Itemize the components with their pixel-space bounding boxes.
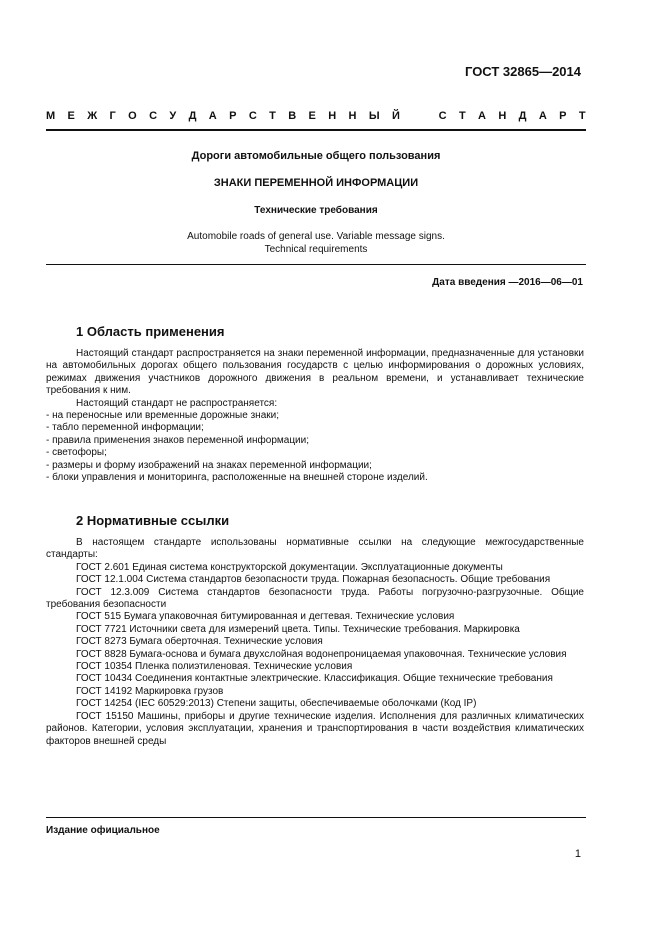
paragraph: ГОСТ 14192 Маркировка грузов xyxy=(76,685,224,697)
interstate-letter: Д xyxy=(518,110,527,122)
interstate-letter: М xyxy=(46,110,56,122)
title-rule xyxy=(46,264,586,265)
paragraph: ГОСТ 8828 Бумага-основа и бумага двухслойная водонепроницаемая упаковочная. Технические условия xyxy=(76,648,567,660)
interstate-letter: Р xyxy=(559,110,567,122)
paragraph: ГОСТ 10434 Соединения контактные электрические. Классификация. Общие технические требования xyxy=(76,673,553,685)
interstate-letter: Е xyxy=(308,110,316,122)
interstate-letter: Г xyxy=(109,110,116,122)
interstate-letter: А xyxy=(538,110,547,122)
interstate-letter: В xyxy=(288,110,297,122)
interstate-letter: Ж xyxy=(87,110,98,122)
paragraph: - светофоры; xyxy=(46,447,107,459)
paragraph: ГОСТ 7721 Источники света для измерений цвета. Типы. Технические требования. Маркировка xyxy=(76,623,520,635)
interstate-letter: С xyxy=(248,110,257,122)
standard-code: ГОСТ 32865—2014 xyxy=(465,64,581,79)
paragraph: - правила применения знаков переменной информации; xyxy=(46,434,309,446)
paragraph: Настоящий стандарт распространяется на знаки переменной информации, предназначенные для установки на автомобильных дорогах общего пользования государств с целью информирования о дорожных условиях, режимах движения участников дорожного движения в реальном времени, и устанавливает технические требования к ним. xyxy=(46,348,584,397)
interstate-letter: А xyxy=(478,110,486,122)
section-1-heading: 1 Область применения xyxy=(76,324,225,339)
title-main: ЗНАКИ ПЕРЕМЕННОЙ ИНФОРМАЦИИ xyxy=(213,177,419,189)
title-roads: Дороги автомобильные общего пользования xyxy=(191,150,441,162)
interstate-letter: Ы xyxy=(368,110,380,122)
paragraph: ГОСТ 515 Бумага упаковочная битумированная и дегтевая. Технические условия xyxy=(76,611,455,623)
interstate-letter: С xyxy=(149,110,158,122)
title-subtitle: Технические требования xyxy=(254,205,378,216)
section-1-body xyxy=(46,348,584,484)
paragraph: ГОСТ 8273 Бумага оберточная. Технические условия xyxy=(76,636,323,648)
title-english-line-2: Technical requirements xyxy=(264,244,368,255)
word-gap xyxy=(412,110,426,122)
title-english-line-1: Automobile roads of general use. Variable message signs. xyxy=(187,231,445,242)
interstate-letter: С xyxy=(438,110,447,122)
paragraph: ГОСТ 12.1.004 Система стандартов безопасности труда. Пожарная безопасность. Общие требования xyxy=(76,574,551,586)
interstate-standard-heading xyxy=(46,110,586,122)
interstate-letter: Т xyxy=(458,110,466,122)
introduction-date: Дата введения —2016—06—01 xyxy=(432,277,583,288)
interstate-letter: Н xyxy=(348,110,357,122)
interstate-letter: О xyxy=(128,110,137,122)
interstate-letter: Д xyxy=(188,110,197,122)
paragraph: - блоки управления и мониторинга, расположенные на внешней стороне изделий. xyxy=(46,472,428,484)
footer-rule xyxy=(46,817,586,818)
paragraph: Настоящий стандарт не распространяется: xyxy=(76,397,278,409)
title-english xyxy=(46,230,586,256)
interstate-letter: А xyxy=(208,110,217,122)
section-2-body xyxy=(46,537,584,748)
paragraph: - табло переменной информации; xyxy=(46,422,204,434)
interstate-letter: Т xyxy=(578,110,586,122)
paragraph: ГОСТ 12.3.009 Система стандартов безопасности труда. Работы погрузочно-разгрузочные. Общие требования безопасности xyxy=(46,586,584,611)
paragraph: ГОСТ 2.601 Единая система конструкторской документации. Эксплуатационные документы xyxy=(76,561,503,573)
interstate-letter: Р xyxy=(229,110,237,122)
paragraph: - на переносные или временные дорожные знаки; xyxy=(46,410,279,422)
paragraph: В настоящем стандарте использованы нормативные ссылки на следующие межгосударственные стандарты: xyxy=(46,537,584,561)
interstate-letter: Е xyxy=(67,110,75,122)
interstate-letter: У xyxy=(169,110,177,122)
header-rule xyxy=(46,129,586,131)
interstate-letter: Й xyxy=(392,110,400,122)
interstate-letter: Н xyxy=(498,110,507,122)
interstate-letter: Н xyxy=(328,110,337,122)
edition-label: Издание официальное xyxy=(46,825,160,836)
paragraph: - размеры и форму изображений на знаках переменной информации; xyxy=(46,459,372,471)
paragraph: ГОСТ 14254 (IEC 60529:2013) Степени защиты, обеспечиваемые оболочками (Код IP) xyxy=(76,698,477,710)
paragraph: ГОСТ 15150 Машины, приборы и другие технические изделия. Исполнения для различных климатических районов. Категории, условия эксплуатации, хранения и транспортирования в части воздействия климатических факторов внешней среды xyxy=(46,710,584,747)
page-number: 1 xyxy=(574,848,581,860)
paragraph: ГОСТ 10354 Пленка полиэтиленовая. Технические условия xyxy=(76,661,353,673)
section-2-heading: 2 Нормативные ссылки xyxy=(76,513,230,528)
interstate-letter: Т xyxy=(269,110,276,122)
